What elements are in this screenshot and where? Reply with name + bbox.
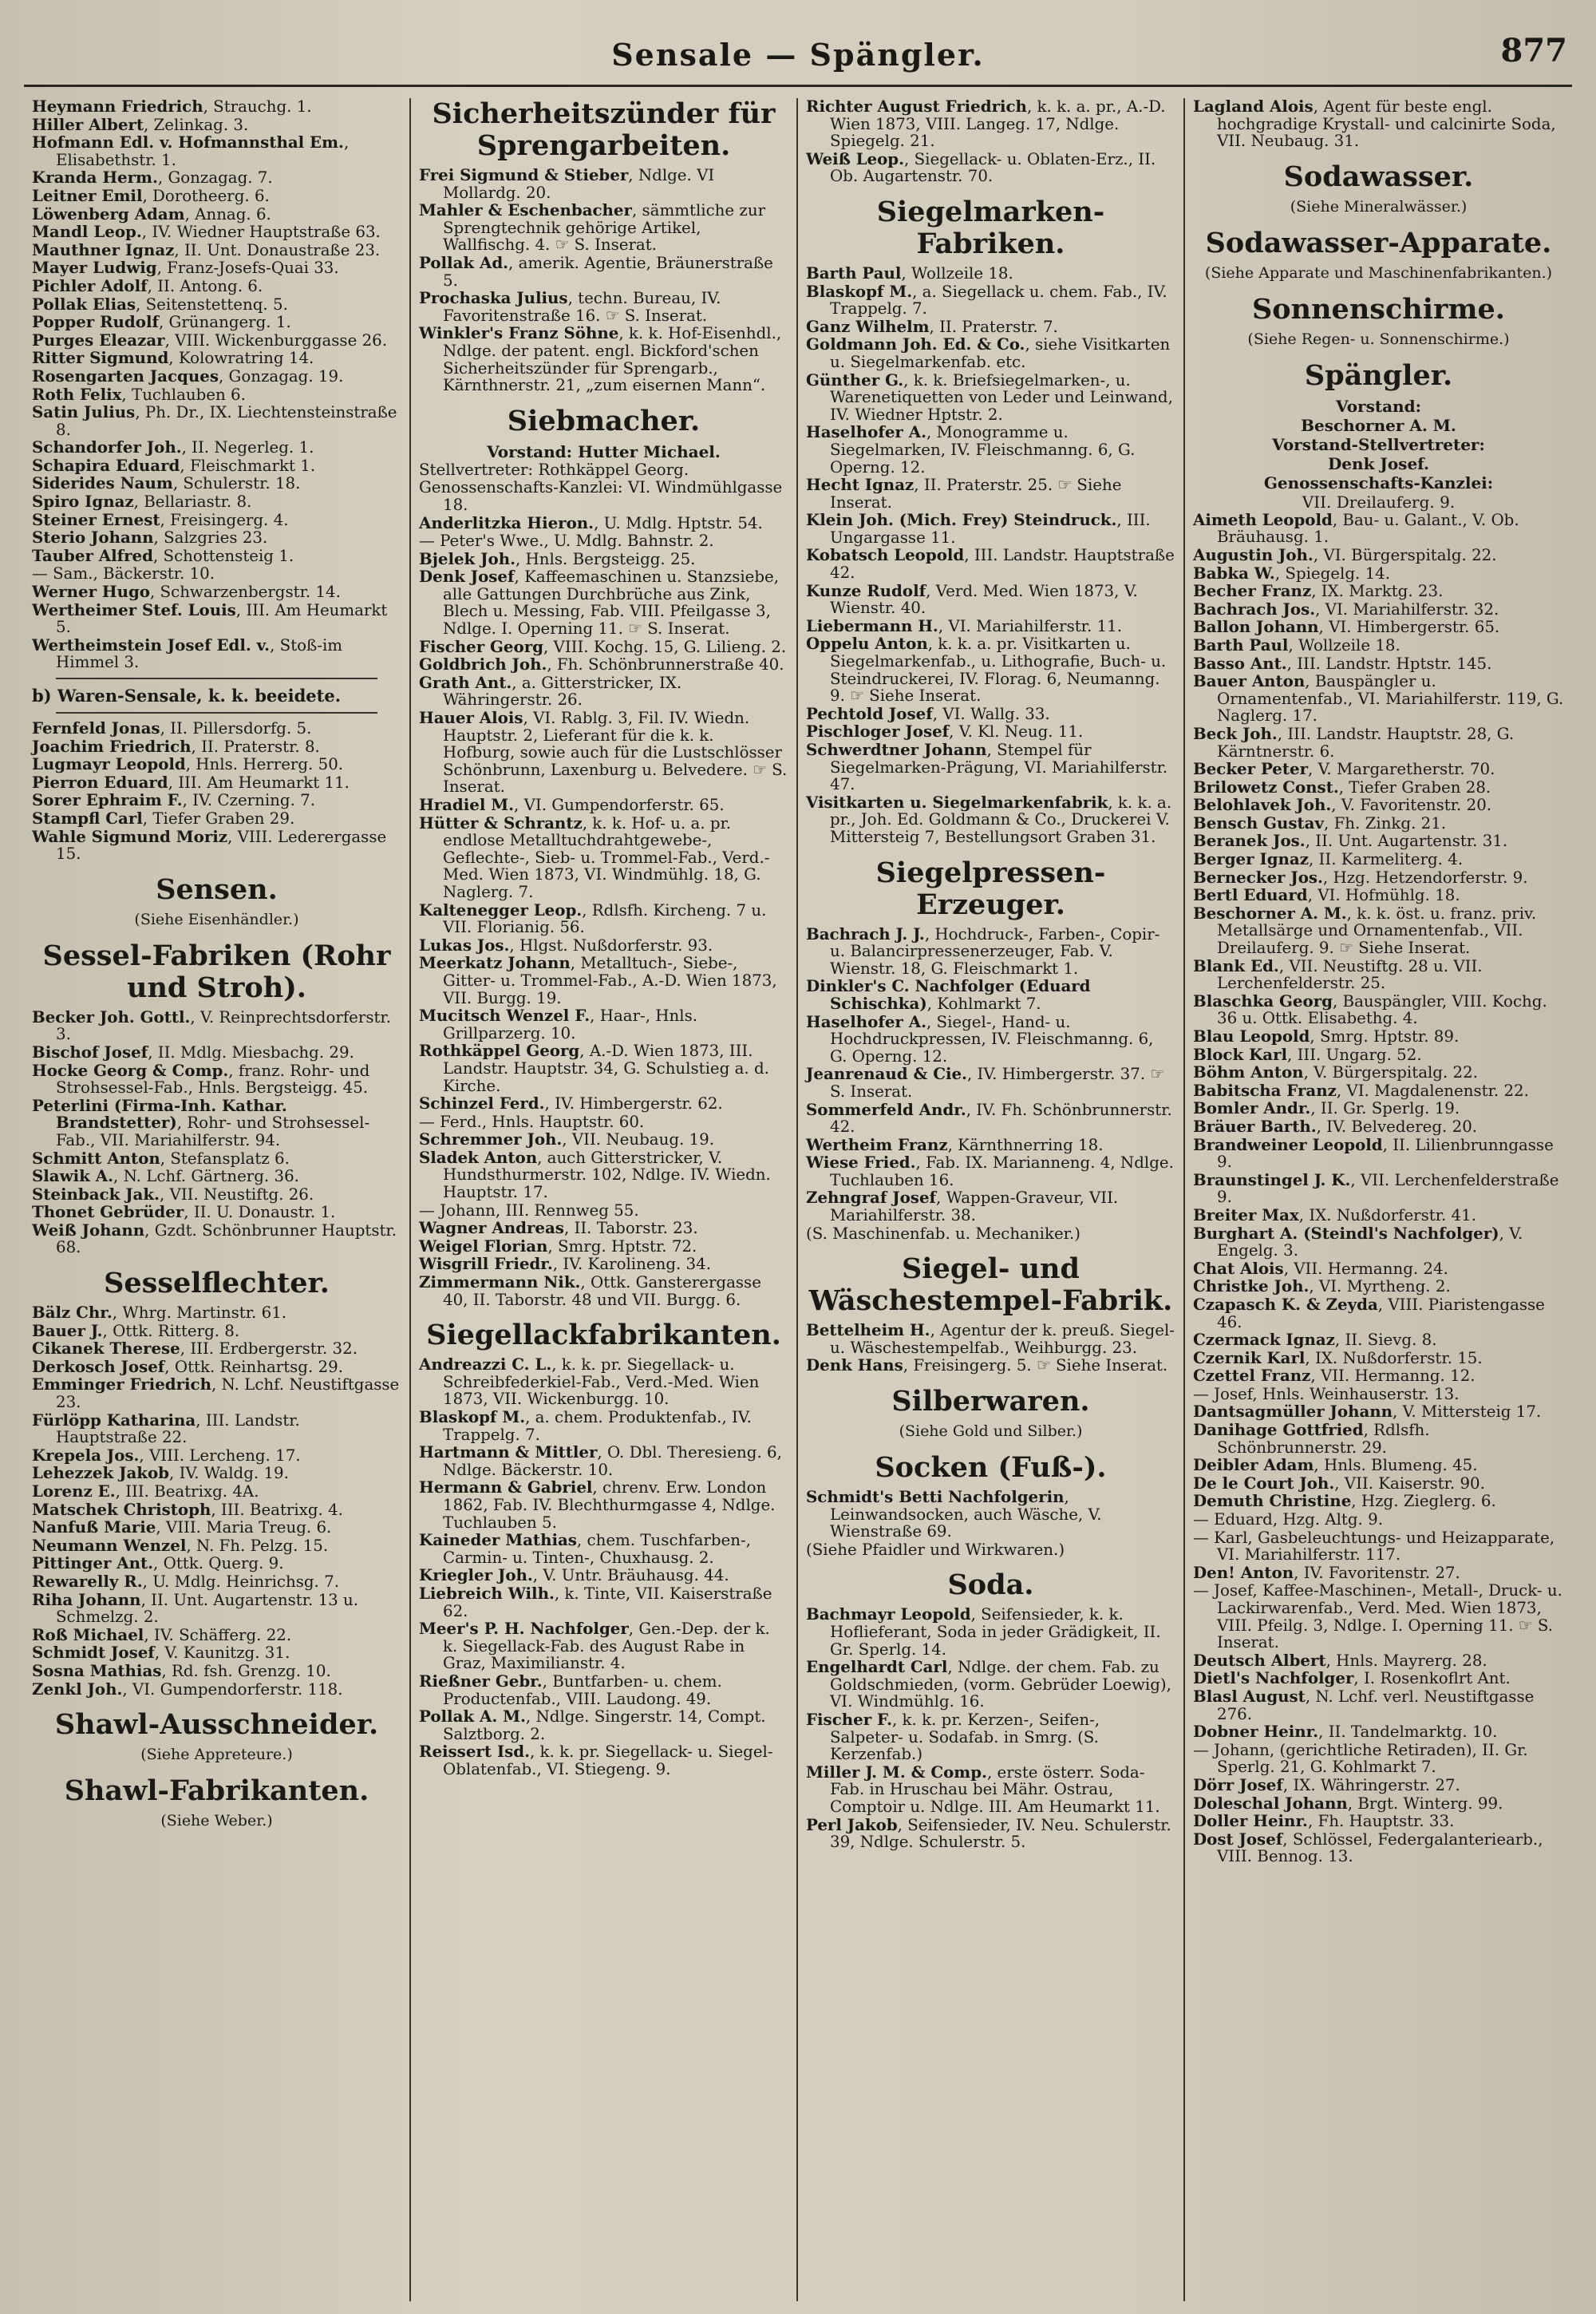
directory-entry: Sorer Ephraim F., IV. Czerning. 7.	[32, 790, 316, 810]
directory-entry: Hartmann & Mittler, O. Dbl. Theresieng. 6, Ndlge. Bäckerstr. 10.	[419, 1442, 782, 1479]
directory-entry: Pollak Ad., amerik. Agentie, Bräunerstraße 5.	[419, 252, 773, 290]
directory-entry: Rothkäppel Georg, A.-D. Wien 1873, III. Landstr. Hauptstr. 34, G. Schulstieg a. d. Kirche.	[419, 1041, 769, 1095]
directory-entry: Böhm Anton, V. Bürgerspitalg. 22.	[1193, 1062, 1479, 1082]
directory-entry: Oppelu Anton, k. k. a. pr. Visitkarten u. Siegelmarkenfab., u. Lithografie, Buch- u. Steindruckerei, IV. Florag. 6, Neumanng. 9. ☞ Siehe Inserat.	[806, 634, 1167, 706]
heading-shawl-ausschneider: Shawl-Ausschneider.	[54, 1708, 379, 1742]
entries-sessel-fabriken	[32, 1009, 401, 1256]
directory-entry: Steiner Ernest, Freisingerg. 4.	[32, 509, 289, 529]
directory-entry: Prochaska Julius, techn. Bureau, IV. Favoritenstraße 16. ☞ S. Inserat.	[419, 288, 721, 325]
directory-entry: Beschorner A. M., k. k. öst. u. franz. priv. Metallsärge und Ornamentenfab., VII. Dreilauferg. 9. ☞ Siehe Inserat.	[1193, 903, 1537, 958]
directory-entry: Czermack Ignaz, II. Sievg. 8.	[1193, 1330, 1437, 1350]
directory-entry: Christke Joh., VI. Myrtheng. 2.	[1193, 1276, 1451, 1296]
directory-entry: Sterio Johann, Salzgries 23.	[32, 528, 268, 548]
directory-entry: Siderides Naum, Schulerstr. 18.	[32, 473, 301, 493]
directory-entry: Hocke Georg & Comp., franz. Rohr- und Strohsessel-Fab., Hnls. Bergsteigg. 45.	[32, 1060, 370, 1098]
directory-entry: Mauthner Ignaz, II. Unt. Donaustraße 23.	[32, 239, 381, 259]
directory-entry: Weiß Johann, Gzdt. Schönbrunner Hauptstr. 68.	[32, 1220, 397, 1257]
directory-entry: Liebermann H., VI. Mariahilferstr. 11.	[806, 615, 1122, 635]
directory-entry: Babitscha Franz, VI. Magdalenenstr. 22.	[1193, 1080, 1529, 1100]
directory-entry: Kranda Herm., Gonzagag. 7.	[32, 168, 273, 188]
entries-soda	[806, 1606, 1175, 1850]
directory-entry: Mayer Ludwig, Franz-Josefs-Quai 33.	[32, 258, 339, 278]
directory-entry: Czettel Franz, VII. Hermanng. 12.	[1193, 1366, 1476, 1386]
directory-entry: Neumann Wenzel, N. Fh. Pelzg. 15.	[32, 1535, 329, 1555]
directory-entry: Becker Peter, V. Margaretherstr. 70.	[1193, 759, 1495, 779]
directory-entry: Kunze Rudolf, Verd. Med. Wien 1873, V. Wienstr. 40.	[806, 580, 1138, 618]
directory-entry: Hiller Albert, Zelinkag. 3.	[32, 114, 249, 134]
directory-entry: — Karl, Gasbeleuchtungs- und Heizapparate, VI. Mariahilferstr. 117.	[1193, 1528, 1555, 1564]
directory-entry: Kobatsch Leopold, III. Landstr. Hauptstraße 42.	[806, 545, 1175, 583]
directory-entry: Rewarelly R., U. Mdlg. Heinrichsg. 7.	[32, 1571, 340, 1591]
directory-entry: Bachrach J. J., Hochdruck-, Farben-, Copir- u. Balancirpressenerzeuger, Fab. V. Wienstr. 18, G. Fleischmarkt 1.	[806, 924, 1160, 978]
directory-entry: Klein Joh. (Mich. Frey) Steindruck., III. Ungargasse 11.	[806, 510, 1151, 547]
directory-entry: Dinkler's C. Nachfolger (Eduard Schischka), Kohlmarkt 7.	[806, 976, 1091, 1013]
directory-entry: Dantsagmüller Johann, V. Mittersteig 17.	[1193, 1402, 1542, 1422]
page-number: 877	[1500, 32, 1567, 69]
heading-shawl-fabrikanten: Shawl-Fabrikanten.	[64, 1774, 369, 1808]
directory-entry: Rießner Gebr., Buntfarben- u. chem. Productenfab., VIII. Laudong. 49.	[419, 1671, 722, 1708]
directory-entry: Emminger Friedrich, N. Lchf. Neustiftgasse 23.	[32, 1375, 400, 1412]
heading-siegellackfabrikanten: Siegellackfabrikanten.	[426, 1319, 781, 1352]
directory-entry: Roth Felix, Tuchlauben 6.	[32, 384, 246, 404]
directory-entry: — Eduard, Hzg. Altg. 9.	[1193, 1510, 1383, 1529]
directory-entry: Bjelek Joh., Hnls. Bergsteigg. 25.	[419, 548, 696, 568]
heading-sodawasser: Sodawasser.	[1283, 160, 1474, 193]
directory-entry: Fischer Georg, VIII. Kochg. 15, G. Lilieng. 2.	[419, 636, 787, 656]
directory-entry: Blau Leopold, Smrg. Hptstr. 89.	[1193, 1026, 1460, 1046]
directory-entry: Bachmayr Leopold, Seifensieder, k. k. Hoflieferant, Soda in jeder Grädigkeit, II. Gr. Sperlg. 14.	[806, 1604, 1161, 1659]
directory-entry: Grath Ant., a. Gitterstricker, IX. Währingerstr. 26.	[419, 672, 682, 710]
directory-entry: Spiro Ignaz, Bellariastr. 8.	[32, 492, 252, 512]
directory-entry: Bachrach Jos., VI. Mariahilferstr. 32.	[1193, 599, 1499, 619]
directory-entry: Perl Jakob, Seifensieder, IV. Neu. Schulerstr. 39, Ndlge. Schulerstr. 5.	[806, 1814, 1171, 1852]
directory-entry: Visitkarten u. Siegelmarkenfabrik, k. k. a. pr., Joh. Ed. Goldmann & Co., Druckerei V. Mittersteig 7, Bestellungsort Graben 31.	[806, 792, 1172, 846]
directory-entry: Wahle Sigmund Moriz, VIII. Lederergasse 15.	[32, 826, 387, 864]
directory-entry: Werner Hugo, Schwarzenbergstr. 14.	[32, 582, 341, 602]
directory-entry: Andreazzi C. L., k. k. pr. Siegellack- u. Schreibfederkiel-Fab., Verd.-Med. Wien 1873, VII. Wickenburgg. 10.	[419, 1355, 760, 1409]
entries-stempel	[806, 1322, 1175, 1375]
directory-entry: Goldbrich Joh., Fh. Schönbrunnerstraße 40.	[419, 655, 784, 674]
directory-entry: Burghart A. (Steindl's Nachfolger), V. Engelg. 3.	[1193, 1223, 1523, 1260]
directory-entry: Liebreich Wilh., k. Tinte, VII. Kaiserstraße 62.	[419, 1583, 772, 1620]
directory-entry: Block Karl, III. Ungarg. 52.	[1193, 1044, 1422, 1064]
directory-entry: Dobner Heinr., II. Tandelmarktg. 10.	[1193, 1722, 1498, 1742]
directory-entry: Beck Joh., III. Landstr. Hauptstr. 28, G. Kärntnerstr. 6.	[1193, 723, 1515, 761]
directory-entry: Blank Ed., VII. Neustiftg. 28 u. VII. Lerchenfelderstr. 25.	[1193, 955, 1483, 993]
directory-entry: Schandorfer Joh., II. Negerleg. 1.	[32, 437, 314, 457]
directory-entry: Pollak Elias, Seitenstettenq. 5.	[32, 294, 288, 314]
directory-entry: Joachim Friedrich, II. Praterstr. 8.	[32, 736, 320, 756]
heading-sodawasser-apparate: Sodawasser-Apparate.	[1205, 226, 1552, 259]
directory-entry: Engelhardt Carl, Ndlge. der chem. Fab. zu Goldschmieden, (vorm. Gebrüder Loewig), VI. Windmühlg. 16.	[806, 1657, 1171, 1711]
directory-entry: Miller J. M. & Comp., erste österr. Soda-Fab. in Hruschau bei Mähr. Ostrau, Comptoir u. Ndlge. III. Am Heumarkt 11.	[806, 1762, 1160, 1816]
directory-entry: Bensch Gustav, Fh. Zinkg. 21.	[1193, 813, 1447, 833]
directory-entry: Bauer Anton, Bauspängler u. Ornamentenfab., VI. Mariahilferstr. 119, G. Naglerg. 17.	[1193, 671, 1564, 726]
directory-entry: Basso Ant., III. Landstr. Hptstr. 145.	[1193, 653, 1492, 673]
directory-entry: Lehezzek Jakob, IV. Waldg. 19.	[32, 1463, 289, 1483]
directory-entry: Bernecker Jos., Hzg. Hetzendorferstr. 9.	[1193, 867, 1528, 887]
directory-entry: Ganz Wilhelm, II. Praterstr. 7.	[806, 316, 1058, 336]
heading-sensen: Sensen.	[156, 872, 278, 906]
directory-entry: Heymann Friedrich, Strauchg. 1.	[32, 98, 312, 116]
directory-entry: Bräuer Barth., IV. Belvedereg. 20.	[1193, 1116, 1478, 1136]
directory-entry: Purges Eleazar, VIII. Wickenburggasse 26.	[32, 330, 388, 350]
heading-silberwaren: Silberwaren.	[891, 1385, 1090, 1418]
heading-siegelmarken: Siegelmarken-Fabriken.	[876, 195, 1105, 260]
directory-entry: Schmidt Josef, V. Kaunitzg. 31.	[32, 1643, 290, 1663]
directory-entry: Winkler's Franz Söhne, k. k. Hof-Eisenhdl., Ndlge. der patent. engl. Bickford'schen Sicherheitszünder für Sprengarb., Kärnthnerstr. 21, „zum eisernen Mann“.	[419, 323, 782, 395]
directory-entry: Hradiel M., VI. Gumpendorferstr. 65.	[419, 795, 725, 814]
directory-entry: Frei Sigmund & Stieber, Ndlge. VI Mollardg. 20.	[419, 165, 715, 202]
stellvertreter-label: Vorstand-Stellvertreter:	[1272, 434, 1485, 454]
directory-entry: Demuth Christine, Hzg. Zieglerg. 6.	[1193, 1491, 1496, 1511]
directory-entry: Blaskopf M., a. Siegellack u. chem. Fab., IV. Trappelg. 7.	[806, 281, 1167, 318]
entries-spaengler	[1193, 509, 1564, 1866]
directory-entry: Deibler Adam, Hnls. Blumeng. 45.	[1193, 1455, 1478, 1475]
directory-entry: Dost Josef, Schlössel, Federgalanteriearb., VIII. Bennog. 13.	[1193, 1829, 1543, 1866]
directory-entry: Ballon Johann, VI. Himbergerstr. 65.	[1193, 617, 1500, 637]
directory-entry: Mandl Leop., IV. Wiedner Hauptstraße 63.	[32, 222, 381, 242]
note-sensen: (Siehe Eisenhändler.)	[134, 910, 299, 928]
directory-entry: Pollak A. M., Ndlge. Singerstr. 14, Compt. Salztborg. 2.	[419, 1707, 766, 1743]
directory-entry: Denk Hans, Freisingerg. 5. ☞ Siehe Inserat.	[806, 1355, 1168, 1375]
directory-entry: Wiese Fried., Fab. IX. Marianneng. 4, Ndlge. Tuchlauben 16.	[806, 1153, 1174, 1189]
directory-entry: Lugmayr Leopold, Hnls. Herrerg. 50.	[32, 754, 344, 774]
directory-entry: Günther G., k. k. Briefsiegelmarken-, u. Warenetiquetten von Leder und Leinwand, IV. Wiedner Hptstr. 2.	[806, 370, 1173, 424]
directory-entry: Steinback Jak., VII. Neustiftg. 26.	[32, 1184, 314, 1204]
column-4	[1185, 98, 1572, 2301]
directory-entry: Satin Julius, Ph. Dr., IX. Liechtensteinstraße 8.	[32, 402, 397, 439]
note-shawl-ausschneider: (Siehe Appreteure.)	[140, 1746, 293, 1764]
directory-entry: Wertheimstein Josef Edl. v., Stoß-im Himmel 3.	[32, 635, 343, 672]
directory-entry: Bertl Eduard, VI. Hofmühlg. 18.	[1193, 885, 1460, 905]
heading-spaengler: Spängler.	[1304, 358, 1453, 392]
heading-socken: Socken (Fuß-).	[875, 1451, 1107, 1485]
directory-entry: Becker Joh. Gottl., V. Reinprechtsdorferstr. 3.	[32, 1007, 391, 1044]
directory-entry: Richter August Friedrich, k. k. a. pr., A.-D. Wien 1873, VIII. Langeg. 17, Ndlge. Spiegelg. 21.	[806, 98, 1166, 151]
directory-entry: Riha Johann, II. Unt. Augartenstr. 13 u. Schmelzg. 2.	[32, 1589, 359, 1627]
directory-entry: Haselhofer A., Monogramme u. Siegelmarken, IV. Fleischmanng. 6, G. Operng. 12.	[806, 422, 1136, 477]
directory-entry: Weiß Leop., Siegellack- u. Oblaten-Erz., II. Ob. Augartenstr. 70.	[806, 148, 1156, 186]
directory-entry: Schapira Eduard, Fleischmarkt 1.	[32, 455, 316, 475]
directory-entry: Lorenz E., III. Beatrixg. 4A.	[32, 1481, 259, 1501]
directory-entry: Leitner Emil, Dorotheerg. 6.	[32, 185, 270, 205]
column-2	[411, 98, 798, 2301]
directory-entry: Schmitt Anton, Stefansplatz 6.	[32, 1148, 290, 1168]
directory-entry: Roß Michael, IV. Schäfferg. 22.	[32, 1624, 292, 1644]
directory-entry: Nanfuß Marie, VIII. Maria Treug. 6.	[32, 1517, 332, 1537]
directory-entry: Thonet Gebrüder, II. U. Donaustr. 1.	[32, 1202, 336, 1222]
directory-entry: Sladek Anton, auch Gitterstricker, V. Hundsthurmerstr. 102, Ndlge. IV. Wiedn. Hauptstr. 17.	[419, 1147, 771, 1202]
directory-entry: Becher Franz, IX. Marktg. 23.	[1193, 581, 1444, 601]
directory-entry: Den! Anton, IV. Favoritenstr. 27.	[1193, 1562, 1460, 1582]
heading-siegel-waeschestempel: Siegel- und Wäschestempel-Fabrik.	[808, 1252, 1173, 1318]
directory-entry: Sosna Mathias, Rd. fsh. Grenzg. 10.	[32, 1660, 331, 1680]
directory-entry: Peterlini (Firma-Inh. Kathar. Brandstetter), Rohr- und Strohsessel-Fab., VII. Mariahilferstr. 94.	[32, 1095, 370, 1149]
directory-entry: Dörr Josef, IX. Währingerstr. 27.	[1193, 1774, 1460, 1794]
directory-entry: Aimeth Leopold, Bau- u. Galant., V. Ob. Bräuhausg. 1.	[1193, 509, 1519, 547]
directory-entry: Cikanek Therese, III. Erdbergerstr. 32.	[32, 1339, 358, 1359]
directory-entry: Breiter Max, IX. Nußdorferstr. 41.	[1193, 1204, 1477, 1224]
directory-entry: Doller Heinr., Fh. Hauptstr. 33.	[1193, 1811, 1455, 1831]
directory-entry: Kaineder Mathias, chem. Tuschfarben-, Carmin- u. Tinten-, Chuxhausg. 2.	[419, 1530, 751, 1567]
directory-entry: Krepela Jos., VIII. Lercheng. 17.	[32, 1445, 301, 1465]
directory-entry: Brandweiner Leopold, II. Lilienbrunngasse 9.	[1193, 1134, 1554, 1172]
heading-sesselflechter: Sesselflechter.	[104, 1267, 330, 1300]
directory-entry: Haselhofer A., Siegel-, Hand- u. Hochdruckpressen, IV. Fleischmanng. 6, G. Operng. 12.	[806, 1011, 1154, 1066]
directory-entry: Bischof Josef, II. Mdlg. Miesbachg. 29.	[32, 1042, 354, 1062]
kanzlei-address: VII. Dreilauferg. 9.	[1302, 492, 1456, 512]
directory-entry: Wisgrill Friedr., IV. Karolineng. 34.	[419, 1254, 712, 1274]
directory-entry: Blasl August, N. Lchf. verl. Neustiftgasse 276.	[1193, 1686, 1535, 1723]
directory-entry: Rosengarten Jacques, Gonzagag. 19.	[32, 366, 344, 386]
vorstand-name: Beschorner A. M.	[1301, 415, 1456, 435]
kanzlei-label: Genossenschafts-Kanzlei:	[1263, 473, 1494, 492]
directory-entry: Tauber Alfred, Schottensteig 1.	[32, 545, 294, 565]
directory-entry: Fürlöpp Katharina, III. Landstr. Hauptstraße 22.	[32, 1410, 300, 1447]
directory-entry: Zenkl Joh., VI. Gumpendorferstr. 118.	[32, 1679, 343, 1699]
directory-entry: Wagner Andreas, II. Taborstr. 23.	[419, 1218, 698, 1238]
heading-soda: Soda.	[947, 1568, 1034, 1602]
directory-entry: Babka W., Spiegelg. 14.	[1193, 563, 1391, 583]
directory-entry: Matschek Christoph, III. Beatrixg. 4.	[32, 1499, 343, 1519]
entries-sesselflechter	[32, 1304, 401, 1698]
note-silberwaren: (Siehe Gold und Silber.)	[899, 1422, 1083, 1441]
directory-entry: Bettelheim H., Agentur der k. preuß. Siegel- u. Wäschestempelfab., Weihburgg. 23.	[806, 1320, 1175, 1357]
directory-entry: Hecht Ignaz, II. Praterstr. 25. ☞ Siehe Inserat.	[806, 475, 1122, 512]
directory-entry: De le Court Joh., VII. Kaiserstr. 90.	[1193, 1473, 1485, 1493]
directory-entry: Schremmer Joh., VII. Neubaug. 19.	[419, 1129, 715, 1149]
directory-entry: Lukas Jos., Hlgst. Nußdorferstr. 93.	[419, 935, 713, 955]
column-1	[24, 98, 411, 2301]
directory-entry: Zehngraf Josef, Wappen-Graveur, VII. Mariahilferstr. 38.	[806, 1188, 1119, 1225]
directory-entry: Anderlitzka Hieron., U. Mdlg. Hptstr. 54.	[419, 512, 763, 532]
directory-entry: — Josef, Kaffee-Maschinen-, Metall-, Druck- u. Lackirwarenfab., Verd. Med. Wien 1873, VIII. Pfeilg. 3, Ndlge. I. Operning 11. ☞ S. Inserat.	[1193, 1581, 1562, 1652]
directory-entry: Deutsch Albert, Hnls. Mayrerg. 28.	[1193, 1650, 1487, 1670]
entries-sicherheitszuender	[419, 167, 788, 394]
directory-entry: Lagland Alois, Agent für beste engl. hochgradige Krystall- und calcinirte Soda, VII. Neubaug. 31.	[1193, 98, 1556, 151]
stellvertreter-name: Denk Josef.	[1327, 453, 1430, 473]
directory-entry: Kriegler Joh., V. Untr. Bräuhausg. 44.	[419, 1565, 729, 1585]
heading-sicherheitszuender: Sicherheitszünder für Sprengarbeiten.	[432, 98, 776, 162]
divider	[56, 678, 377, 679]
directory-entry: Belohlavek Joh., V. Favoritenstr. 20.	[1193, 795, 1492, 815]
directory-entry: Schwerdtner Johann, Stempel für Siegelmarken-Prägung, VI. Mariahilferstr. 47.	[806, 740, 1168, 794]
column-3	[798, 98, 1185, 2301]
directory-entry: Fischer F., k. k. pr. Kerzen-, Seifen-, Salpeter- u. Sodafab. in Smrg. (S. Kerzenfab.)	[806, 1709, 1100, 1764]
directory-entry: Mahler & Eschenbacher, sämmtliche zur Sprengtechnik gehörige Artikel, Wallfischg. 4. ☞ S. Inserat.	[419, 200, 766, 255]
directory-entry: Meerkatz Johann, Metalltuch-, Siebe-, Gitter- u. Trommel-Fab., A.-D. Wien 1873, VII. Burgg. 19.	[419, 953, 777, 1007]
vorstand-label: Vorstand:	[1336, 396, 1421, 416]
directory-entry: Wertheim Franz, Kärnthnerring 18.	[806, 1134, 1104, 1154]
directory-entry: Bomler Andr., II. Gr. Sperlg. 19.	[1193, 1098, 1460, 1118]
directory-entry: Bauer J., Ottk. Ritterg. 8.	[32, 1320, 240, 1340]
directory-entry: Beranek Jos., II. Unt. Augartenstr. 31.	[1193, 831, 1508, 851]
directory-entry: Weigel Florian, Smrg. Hptstr. 72.	[419, 1236, 697, 1256]
entries-soda-cont	[1193, 98, 1564, 150]
directory-entry: Jeanrenaud & Cie., IV. Himbergerstr. 37. ☞ S. Inserat.	[806, 1064, 1165, 1101]
entries-waren-sensale	[32, 720, 401, 863]
directory-entry: Barth Paul, Wollzeile 18.	[806, 263, 1013, 283]
entries-siegellack-cont	[806, 98, 1175, 185]
directory-entry: Löwenberg Adam, Annag. 6.	[32, 204, 271, 223]
directory-entry: Danihage Gottfried, Rdlsfh. Schönbrunnerstr. 29.	[1193, 1420, 1430, 1457]
genossenschafts-kanzlei: Genossenschafts-Kanzlei: VI. Windmühlgasse 18.	[419, 478, 783, 514]
directory-entry: Zimmermann Nik., Ottk. Gansterergasse 40, II. Taborstr. 48 und VII. Burgg. 6.	[419, 1272, 761, 1309]
directory-entry: Kaltenegger Leop., Rdlsfh. Kircheng. 7 u. VII. Florianig. 56.	[419, 900, 767, 937]
directory-entry: (S. Maschinenfab. u. Mechaniker.)	[806, 1224, 1080, 1243]
directory-entry: Augustin Joh., VI. Bürgerspitalg. 22.	[1193, 544, 1497, 564]
directory-entry: Pierron Eduard, III. Am Heumarkt 11.	[32, 772, 350, 792]
heading-siegelpressen: Siegelpressen-Erzeuger.	[875, 856, 1106, 921]
directory-entry: Slawik A., N. Lchf. Gärtnerg. 36.	[32, 1166, 299, 1186]
directory-entry: Ritter Sigmund, Kolowratring 14.	[32, 348, 314, 368]
directory-entry: Pechtold Josef, VI. Wallg. 33.	[806, 703, 1050, 723]
directory-entry: Braunstingel J. K., VII. Lerchenfelderstraße 9.	[1193, 1169, 1559, 1207]
directory-entry: Schinzel Ferd., IV. Himbergerstr. 62.	[419, 1094, 723, 1113]
entries-siegellack	[419, 1356, 788, 1778]
directory-entry: Chat Alois, VII. Hermanng. 24.	[1193, 1258, 1448, 1278]
directory-entry: — Peter's Wwe., U. Mdlg. Bahnstr. 2.	[419, 532, 714, 551]
running-head	[24, 32, 1572, 87]
directory-entry: Meer's P. H. Nachfolger, Gen.-Dep. der k. k. Siegellack-Fab. des August Rabe in Graz, Maximilianstr. 4.	[419, 1619, 770, 1673]
directory-entry: Dietl's Nachfolger, I. Rosenkoflrt Ant.	[1193, 1668, 1511, 1688]
directory-entry: Stampfl Carl, Tiefer Graben 29.	[32, 808, 295, 828]
directory-entry: Goldmann Joh. Ed. & Co., siehe Visitkarten u. Siegelmarkenfab. etc.	[806, 334, 1171, 371]
heading-sessel-fabriken: Sessel-Fabriken (Rohr und Stroh).	[42, 939, 391, 1004]
subheading-waren-sensale: b) Waren-Sensale, k. k. beeidete.	[32, 686, 342, 706]
page-title: Sensale — Spängler.	[611, 37, 985, 73]
directory-entry: Hofmann Edl. v. Hofmannsthal Em., Elisabethstr. 1.	[32, 133, 350, 169]
directory-entry: Hermann & Gabriel, chrenv. Erw. London 1862, Fab. IV. Blechthurmgasse 4, Ndlge. Tuchlauben 5.	[419, 1477, 776, 1532]
directory-entry: Schmidt's Betti Nachfolgerin, Leinwandsocken, auch Wäsche, V. Wienstraße 69.	[806, 1487, 1102, 1541]
directory-entry: Pittinger Ant., Ottk. Querg. 9.	[32, 1553, 284, 1573]
directory-entry: Reissert Isd., k. k. pr. Siegellack- u. Siegel-Oblatenfab., VI. Stiegeng. 9.	[419, 1742, 773, 1778]
note-sodawasser-apparate: (Siehe Apparate und Maschinenfabrikanten.)	[1204, 263, 1553, 282]
note-sonnenschirme: (Siehe Regen- u. Sonnenschirme.)	[1247, 330, 1510, 348]
entries-socken	[806, 1489, 1175, 1558]
columns	[24, 98, 1572, 2301]
heading-siebmacher: Siebmacher.	[507, 404, 701, 437]
directory-entry: Berger Ignaz, II. Karmeliterg. 4.	[1193, 849, 1464, 869]
note-shawl-fabrikanten: (Siehe Weber.)	[160, 1812, 273, 1830]
directory-entry: (Siehe Pfaidler und Wirkwaren.)	[806, 1540, 1065, 1559]
directory-entry: Sommerfeld Andr., IV. Fh. Schönbrunnerstr. 42.	[806, 1099, 1172, 1137]
vorstand: Vorstand: Hutter Michael.	[487, 441, 721, 461]
directory-entry: Blaskopf M., a. chem. Produktenfab., IV. Trappelg. 7.	[419, 1407, 752, 1444]
directory-entry: — Johann, III. Rennweg 55.	[419, 1201, 639, 1220]
directory-entry: Czapasch K. & Zeyda, VIII. Piaristengasse 46.	[1193, 1294, 1545, 1331]
directory-entry: Wertheimer Stef. Louis, III. Am Heumarkt 5.	[32, 599, 388, 637]
directory-entry: Denk Josef, Kaffeemaschinen u. Stanzsiebe, alle Gattungen Durchbrüche aus Zink, Blech u. Messing, Fab. VIII. Pfeilgasse 3, Ndlge. I. Operning 11. ☞ S. Inserat.	[419, 567, 780, 639]
directory-entry: — Josef, Hnls. Weinhauserstr. 13.	[1193, 1384, 1460, 1403]
entries-siegelmarken	[806, 265, 1175, 846]
stellvertreter: Stellvertreter: Rothkäppel Georg.	[419, 460, 689, 479]
directory-entry: Pischloger Josef, V. Kl. Neug. 11.	[806, 722, 1084, 742]
directory-entry: Derkosch Josef, Ottk. Reinhartsg. 29.	[32, 1356, 344, 1376]
directory-entry: Hütter & Schrantz, k. k. Hof- u. a. pr. endlose Metalltuchdrahtgewebe-, Geflechte-, Sieb- u. Trommel-Fab., Verd.-Med. Wien 1873, VI. Windmühlg. 18, G. Naglerg. 7.	[419, 813, 770, 901]
directory-entry: — Sam., Bäckerstr. 10.	[32, 564, 215, 583]
directory-entry: — Johann, (gerichtliche Retiraden), II. Gr. Sperlg. 21, G. Kohlmarkt 7.	[1193, 1740, 1528, 1777]
entries-siebmacher	[419, 512, 788, 1309]
directory-entry: Hauer Alois, VI. Rablg. 3, Fil. IV. Wiedn. Hauptstr. 2, Lieferant für die k. k. Hofburg, sowie auch für die Lustschlösser Schönbrunn, Laxenburg u. Belvedere. ☞ S. Inserat.	[419, 708, 788, 797]
note-sodawasser: (Siehe Mineralwässer.)	[1290, 197, 1468, 216]
directory-entry: Popper Rudolf, Grünangerg. 1.	[32, 312, 291, 332]
entries-siegelpressen	[806, 926, 1175, 1243]
directory-entry: Brilowetz Const., Tiefer Graben 28.	[1193, 777, 1491, 797]
directory-entry: Fernfeld Jonas, II. Pillersdorfg. 5.	[32, 718, 312, 738]
directory-entry: Blaschka Georg, Bauspängler, VIII. Kochg. 36 u. Ottk. Elisabethg. 4.	[1193, 991, 1547, 1028]
directory-entry: — Ferd., Hnls. Hauptstr. 60.	[419, 1112, 645, 1131]
divider	[56, 712, 377, 714]
directory-entry: Mucitsch Wenzel F., Haar-, Hnls. Grillparzerg. 10.	[419, 1006, 698, 1042]
entries-sensale	[32, 98, 401, 671]
directory-entry: Barth Paul, Wollzeile 18.	[1193, 635, 1400, 655]
directory-entry: Bälz Chr., Whrg. Martinstr. 61.	[32, 1303, 287, 1323]
heading-sonnenschirme: Sonnenschirme.	[1252, 292, 1505, 326]
directory-entry: Pichler Adolf, II. Antong. 6.	[32, 275, 263, 295]
directory-entry: Czernik Karl, IX. Nußdorferstr. 15.	[1193, 1347, 1483, 1367]
directory-entry: Doleschal Johann, Brgt. Winterg. 99.	[1193, 1793, 1503, 1813]
